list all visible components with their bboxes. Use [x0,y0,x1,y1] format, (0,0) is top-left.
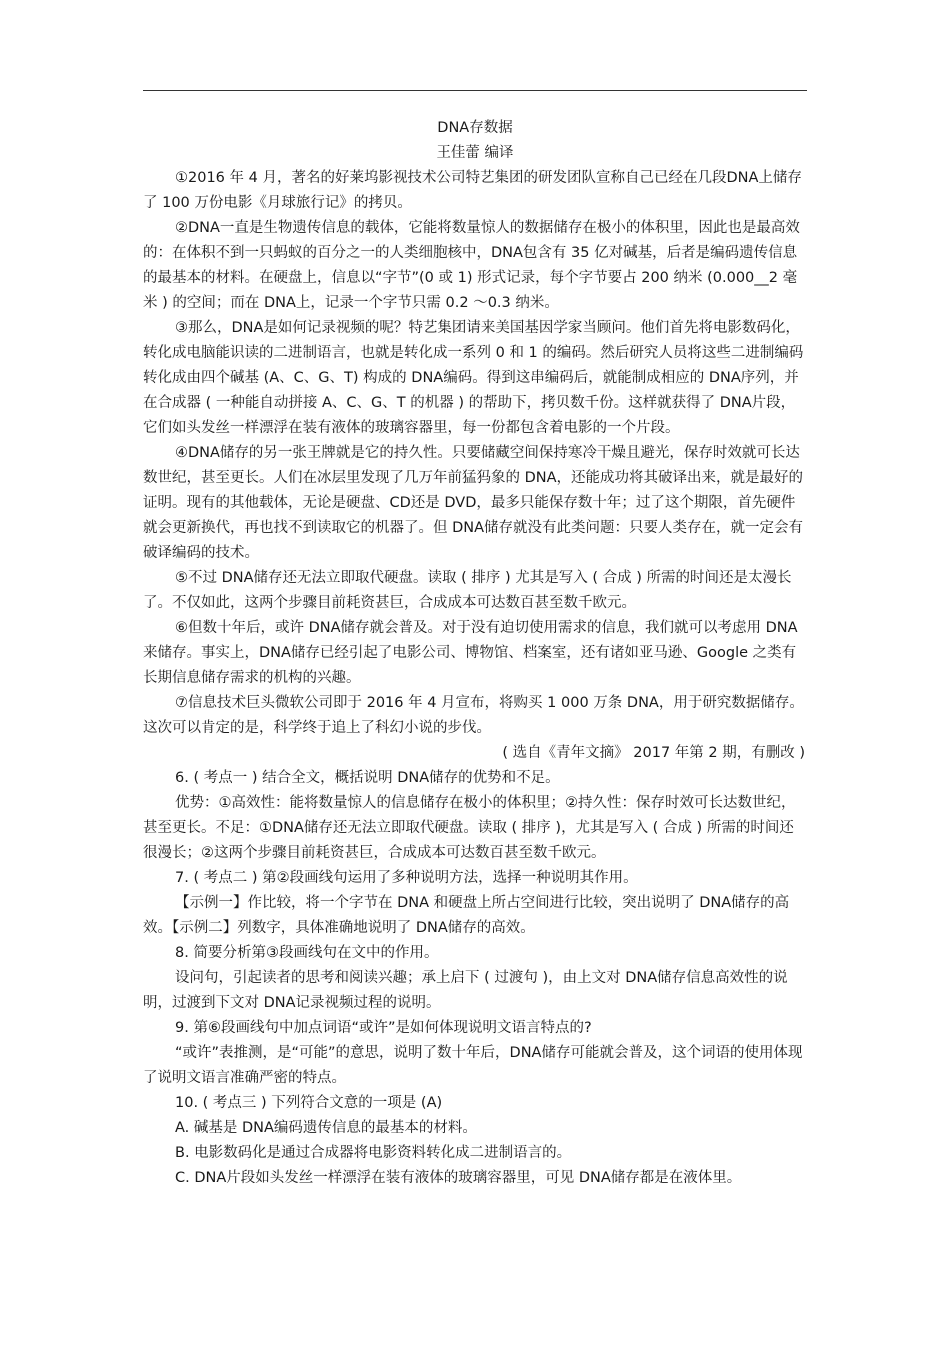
question-8: 8. 简要分析第③段画线句在文中的作用。 [175,945,439,961]
answer-8: 设问句，引起读者的思考和阅读兴趣；承上启下 ( 过渡句 )，由上文对 DNA储存信息高效性的说明，过渡到下文对 DNA记录视频过程的说明。 [143,970,788,1011]
paragraph-6: ⑥但数十年后，或许 DNA储存就会普及。对于没有迫切使用需求的信息，我们就可以考虑用 DNA来储存。事实上，DNA储存已经引起了电影公司、博物馆、档案室，还有诸如亚马逊、Google 之类有长期信息储存需求的机构的兴趣。 [143,620,798,686]
question-9: 9. 第⑥段画线句中加点词语“或许”是如何体现说明文语言特点的? [175,1020,592,1036]
paragraph-5: ⑤不过 DNA储存还无法立即取代硬盘。读取 ( 排序 ) 尤其是写入 ( 合成 ) 所需的时间还是太漫长了。不仅如此，这两个步骤目前耗资甚巨，合成成本可达数百甚至数千欧元。 [143,570,792,611]
answer-6: 优势：①高效性：能将数量惊人的信息储存在极小的体积里；②持久性：保存时效可长达数世纪，甚至更长。不足：①DNA储存还无法立即取代硬盘。读取 ( 排序 )，尤其是写入 ( 合成 ) 所需的时间还很漫长；②这两个步骤目前耗资甚巨，合成成本可达数百甚至数千欧元。 [143,795,796,861]
answer-7: 【示例一】作比较，将一个字节在 DNA 和硬盘上所占空间进行比较，突出说明了 DNA储存的高效。【示例二】列数字，具体准确地说明了 DNA储存的高效。 [143,895,790,936]
article-byline: 王佳蕾 编译 [436,145,514,161]
option-a: A. 碱基是 DNA编码遗传信息的最基本的材料。 [175,1120,477,1136]
article-source: ( 选自《青年文摘》 2017 年第 2 期，有删改 ) [502,745,805,761]
header-rule [143,90,807,91]
question-6: 6. ( 考点一 ) 结合全文，概括说明 DNA储存的优势和不足。 [175,770,560,786]
option-b: B. 电影数码化是通过合成器将电影资料转化成二进制语言的。 [175,1145,572,1161]
question-10: 10. ( 考点三 ) 下列符合文意的一项是 (A) [175,1095,443,1111]
article-title: DNA存数据 [437,120,513,136]
question-7: 7. ( 考点二 ) 第②段画线句运用了多种说明方法，选择一种说明其作用。 [175,870,638,886]
paragraph-7: ⑦信息技术巨头微软公司即于 2016 年 4 月宣布，将购买 1 000 万条 DNA，用于研究数据储存。这次可以肯定的是，科学终于追上了科幻小说的步伐。 [143,695,804,736]
option-c: C. DNA片段如头发丝一样漂浮在装有液体的玻璃容器里，可见 DNA储存都是在液体里。 [175,1170,742,1186]
document-body [143,116,807,1191]
paragraph-2: ②DNA一直是生物遗传信息的载体，它能将数量惊人的数据储存在极小的体积里，因此也是最高效的：在体积不到一只蚂蚁的百分之一的人类细胞核中，DNA包含有 35 亿对碱基，后者是编码遗传信息的最基本的材料。在硬盘上，信息以“字节”(0 或 1) 形式记录，每个字节要占 200 纳米 (0.000__2 毫米 ) 的空间；而在 DNA上，记录一个字节只需 0.2 ～0.3 纳米。 [143,220,800,311]
paragraph-1: ①2016 年 4 月，著名的好莱坞影视技术公司特艺集团的研发团队宣称自己已经在几段DNA上储存了 100 万份电影《月球旅行记》的拷贝。 [143,170,802,211]
paragraph-4: ④DNA储存的另一张王牌就是它的持久性。只要储藏空间保持寒冷干燥且避光，保存时效就可长达数世纪，甚至更长。人们在冰层里发现了几万年前猛犸象的 DNA，还能成功将其破译出来，就是最好的证明。现有的其他载体，无论是硬盘、CD还是 DVD，最多只能保存数十年；过了这个期限，首先硬件就会更新换代，再也找不到读取它的机器了。但 DNA储存就没有此类问题：只要人类存在，就一定会有破译编码的技术。 [143,445,804,561]
answer-9: “或许”表推测，是“可能”的意思，说明了数十年后，DNA储存可能就会普及，这个词语的使用体现了说明文语言准确严密的特点。 [143,1045,803,1086]
paragraph-3: ③那么，DNA是如何记录视频的呢？特艺集团请来美国基因学家当顾问。他们首先将电影数码化，转化成电脑能识读的二进制语言，也就是转化成一系列 0 和 1 的编码。然后研究人员将这些二进制编码转化成由四个碱基 (A、C、G、T) 构成的 DNA编码。得到这串编码后，就能制成相应的 DNA序列，并在合成器 ( 一种能自动拼接 A、C、G、T 的机器 ) 的帮助下，拷贝数千份。这样就获得了 DNA片段，它们如头发丝一样漂浮在装有液体的玻璃容器里，每一份都包含着电影的一个片段。 [143,320,804,436]
